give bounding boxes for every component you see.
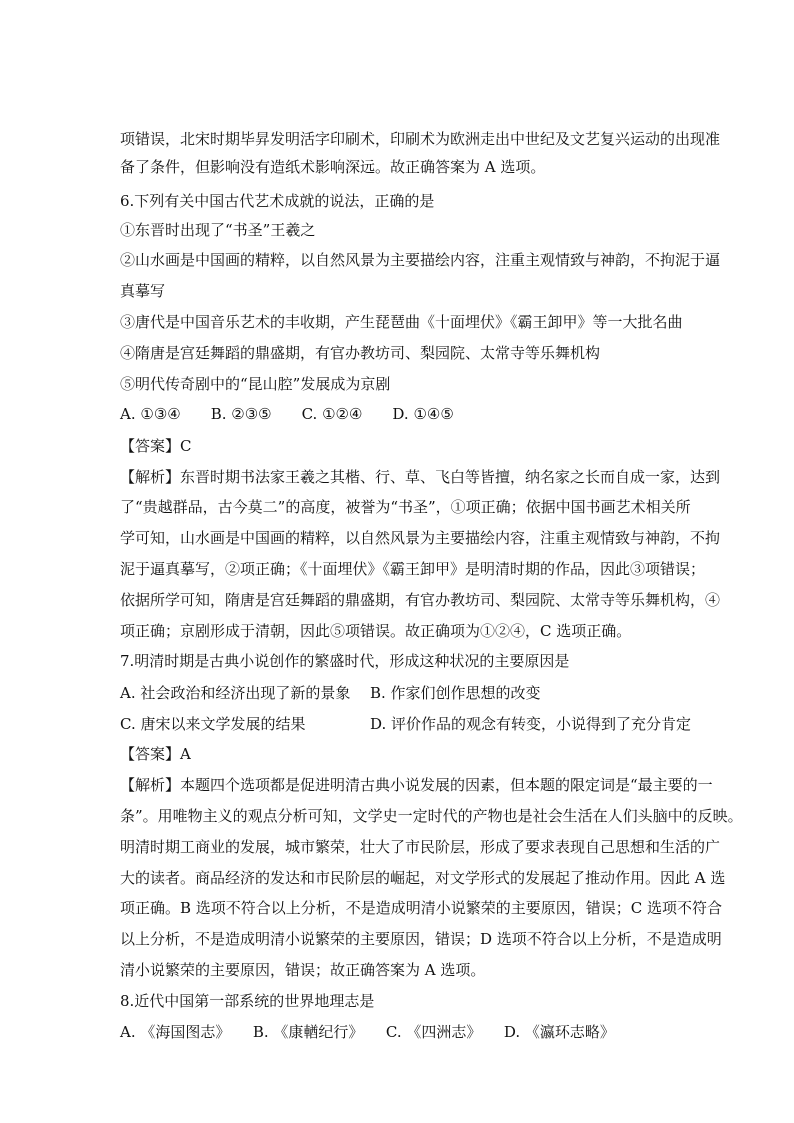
question-8-options: A. 《海国图志》 B. 《康輶纪行》 C. 《四洲志》 D. 《瀛环志略》 — [120, 1023, 615, 1041]
question-6-stem: 6.下列有关中国古代艺术成就的说法，正确的是 — [120, 192, 435, 210]
analysis-line: 条”。用唯物主义的观点分析可知，文学史一定时代的产物也是社会生活在人们头脑中的反映。 — [120, 807, 743, 825]
answer-label: 【答案】A — [120, 745, 191, 763]
analysis-line: 依据所学可知，隋唐是宫廷舞蹈的鼎盛期，有官办教坊司、梨园院、太常寺等乐舞机构，④ — [120, 591, 721, 609]
statement-2: ②山水画是中国画的精粹，以自然风景为主要描绘内容，注重主观情致与神韵，不拘泥于逼 — [120, 251, 721, 269]
analysis-line: 明清时期工商业的发展，城市繁荣，壮大了市民阶层，形成了要求表现自己思想和生活的广 — [120, 838, 721, 856]
question-7-stem: 7.明清时期是古典小说创作的繁盛时代，形成这种状况的主要原因是 — [120, 652, 570, 670]
statement-1: ①东晋时出现了“书圣”王羲之 — [120, 221, 316, 239]
analysis-line: 项正确。B 选项不符合以上分析，不是造成明清小说繁荣的主要原因，错误；C 选项不符合 — [120, 899, 723, 917]
analysis-line: 【解析】本题四个选项都是促进明清古典小说发展的因素，但本题的限定词是“最主要的一 — [120, 776, 713, 794]
analysis-line: 以上分析，不是造成明清小说繁荣的主要原因，错误；D 选项不符合以上分析，不是造成明 — [120, 930, 722, 948]
text-line: 备了条件，但影响没有造纸术影响深远。故正确答案为 A 选项。 — [120, 158, 546, 176]
analysis-line: 学可知，山水画是中国画的精粹，以自然风景为主要描绘内容，注重主观情致与神韵，不拘 — [120, 529, 721, 547]
analysis-line: 清小说繁荣的主要原因，错误；故正确答案为 A 选项。 — [120, 961, 486, 979]
statement-4: ④隋唐是宫廷舞蹈的鼎盛期，有官办教坊司、梨园院、太常寺等乐舞机构 — [120, 344, 601, 362]
question-7-option-b: B. 作家们创作思想的改变 — [370, 684, 541, 702]
statement-2-cont: 真摹写 — [120, 282, 166, 300]
question-7-option-a: A. 社会政治和经济出现了新的景象 — [120, 684, 351, 702]
question-8-stem: 8.近代中国第一部系统的世界地理志是 — [120, 992, 375, 1010]
statement-5: ⑤明代传奇剧中的“昆山腔”发展成为京剧 — [120, 375, 391, 393]
question-7-option-d: D. 评价作品的观念有转变，小说得到了充分肯定 — [370, 715, 692, 733]
statement-3: ③唐代是中国音乐艺术的丰收期，产生琵琶曲《十面埋伏》《霸王卸甲》等一大批名曲 — [120, 313, 683, 331]
analysis-line: 大的读者。商品经济的发达和市民阶层的崛起，对文学形式的发展起了推动作用。因此 A 选 — [120, 869, 726, 887]
answer-label: 【答案】C — [120, 437, 192, 455]
analysis-line: 了“贵越群品，古今莫二”的高度，被誉为“书圣”，①项正确；依据中国书画艺术相关所 — [120, 498, 691, 516]
analysis-line: 泥于逼真摹写，②项正确；《十面埋伏》《霸王卸甲》是明清时期的作品，因此③项错误； — [120, 560, 706, 578]
analysis-line: 【解析】东晋时期书法家王羲之其楷、行、草、飞白等皆擅，纳名家之长而自成一家，达到 — [120, 468, 721, 486]
analysis-line: 项正确；京剧形成于清朝，因此⑤项错误。故正确项为①②④，C 选项正确。 — [120, 622, 632, 640]
text-line: 项错误，北宋时期毕昇发明活字印刷术，印刷术为欧洲走出中世纪及文艺复兴运动的出现准 — [120, 130, 721, 148]
question-7-option-c: C. 唐宋以来文学发展的结果 — [120, 715, 306, 733]
question-6-options: A. ①③④ B. ②③⑤ C. ①②④ D. ①④⑤ — [120, 405, 454, 423]
